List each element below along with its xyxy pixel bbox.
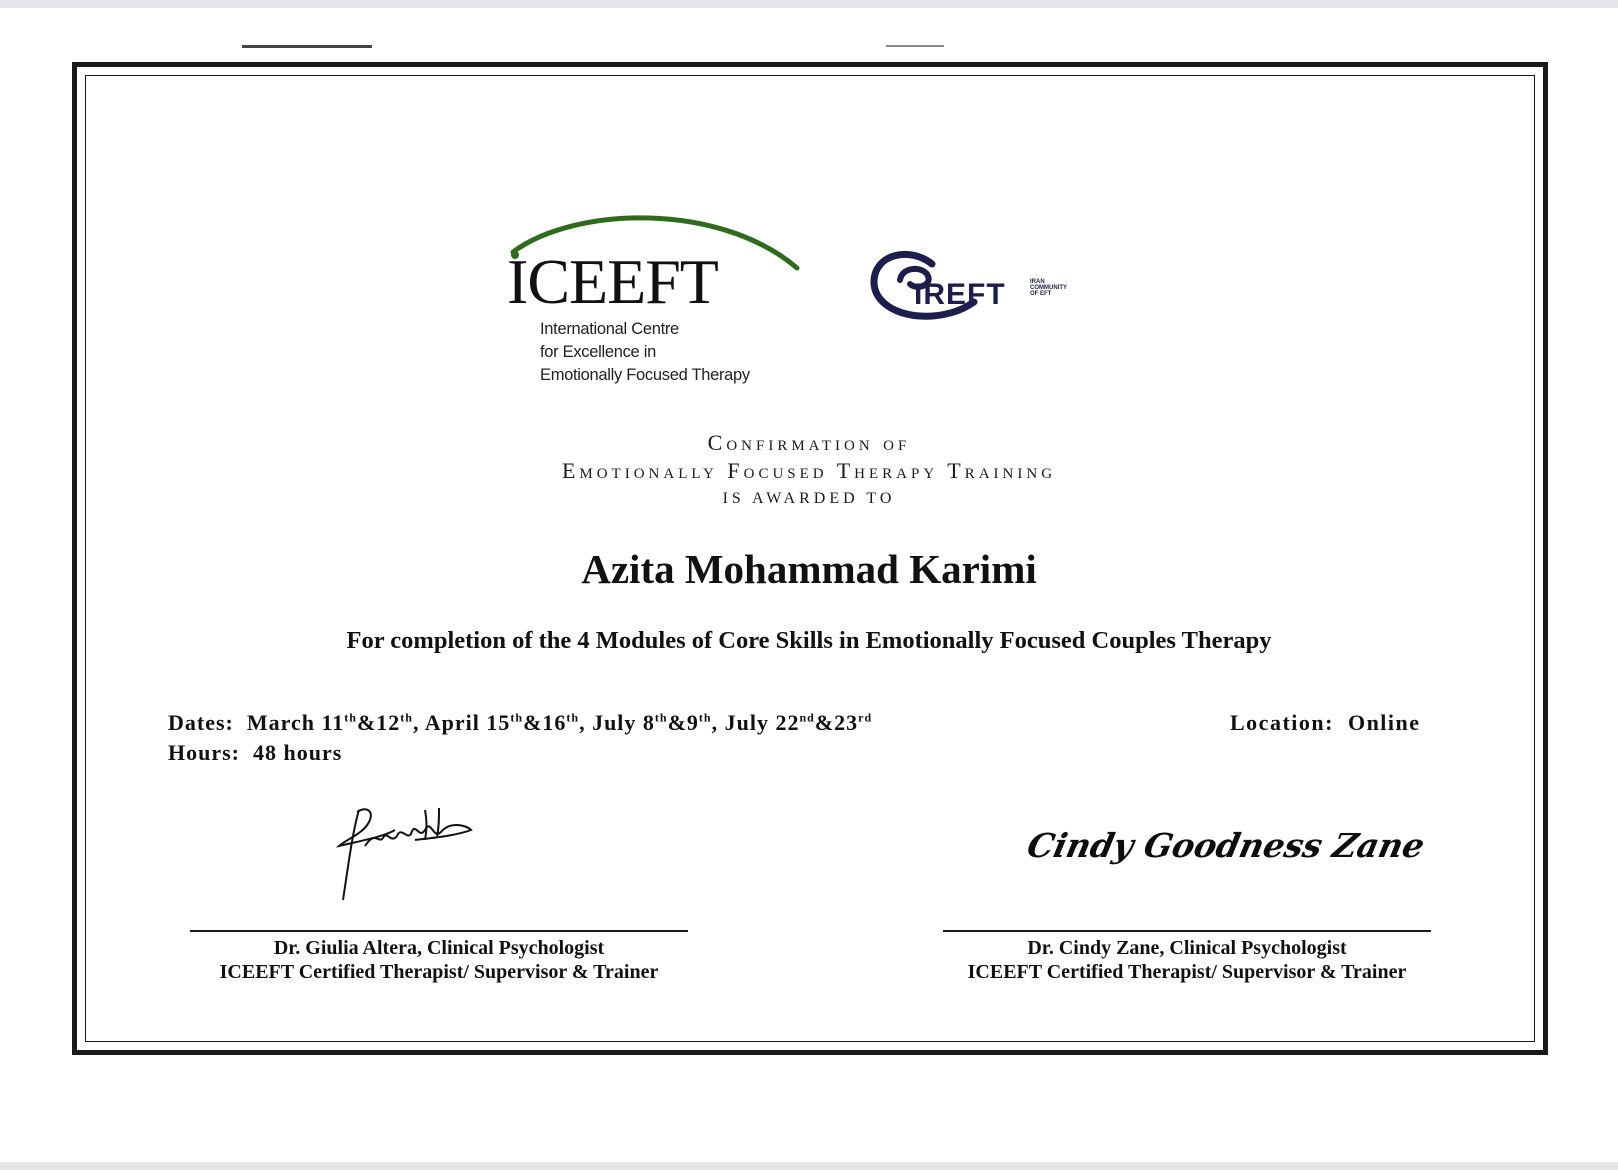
iceeft-wordmark: ICEEFT (507, 246, 718, 317)
location-line (1230, 710, 1421, 736)
heading-line-3 (0, 490, 1618, 508)
date-item: July 22nd&23rd (724, 710, 873, 735)
location-label: Location: (1230, 710, 1334, 735)
date-item: July 8th&9th (592, 710, 712, 735)
signatory-left-title: ICEEFT Certified Therapist/ Supervisor & Trainer (219, 961, 659, 983)
heading-line-2 (0, 458, 1618, 484)
completion-statement: For completion of the 4 Modules of Core Skills in Emotionally Focused Couples Therapy (346, 627, 1272, 654)
heading-line-1 (0, 430, 1618, 456)
iceeft-subtitle (540, 318, 750, 387)
handwritten-signature-icon (335, 800, 485, 910)
signature-line-right (943, 930, 1431, 932)
scan-top-edge (0, 0, 1618, 8)
hours-value: 48 hours (253, 740, 343, 765)
iceeft-subtitle-line: for Excellence in (540, 343, 656, 361)
scan-bottom-edge (0, 1162, 1618, 1170)
dates-label: Dates: (168, 710, 234, 735)
ireft-tagline-line: COMMUNITY (1030, 285, 1067, 291)
signature-right: Cindy Goodness Zane (1023, 826, 1429, 865)
heading-text: Emotionally Focused Therapy Training (561, 458, 1057, 483)
recipient-name: Azita Mohammad Karimi (581, 546, 1037, 592)
date-item: April 15th&16th (424, 710, 580, 735)
hours-line (168, 740, 342, 766)
date-item: March 11th&12th (246, 710, 413, 735)
scan-mark (886, 45, 944, 47)
signatory-right-title: ICEEFT Certified Therapist/ Supervisor & Trainer (967, 961, 1407, 983)
signatory-left-name: Dr. Giulia Altera, Clinical Psychologist (273, 937, 605, 959)
signatory-right-name: Dr. Cindy Zane, Clinical Psychologist (1027, 937, 1347, 959)
signature-left (335, 800, 485, 915)
ireft-tagline-line: IRAN (1030, 279, 1045, 285)
ireft-logo (870, 246, 1110, 326)
scan-mark (242, 45, 372, 48)
heading-text: IS AWARDED TO (722, 490, 896, 507)
ireft-tagline (1030, 279, 1067, 297)
signature-line-left (190, 930, 688, 932)
hours-label: Hours: (168, 740, 240, 765)
iceeft-subtitle-line: Emotionally Focused Therapy (540, 366, 750, 384)
heading-text: Confirmation of (707, 430, 911, 455)
location-value: Online (1347, 710, 1421, 735)
iceeft-logo (505, 210, 805, 390)
iceeft-subtitle-line: International Centre (540, 320, 679, 338)
ireft-tagline-line: OF EFT (1030, 291, 1052, 297)
ireft-wordmark: IREFT (914, 278, 1006, 311)
dates-line: Dates: March 11th&12th, April 15th&16th, July 8th&9th, July 22nd&23rd (168, 710, 873, 735)
